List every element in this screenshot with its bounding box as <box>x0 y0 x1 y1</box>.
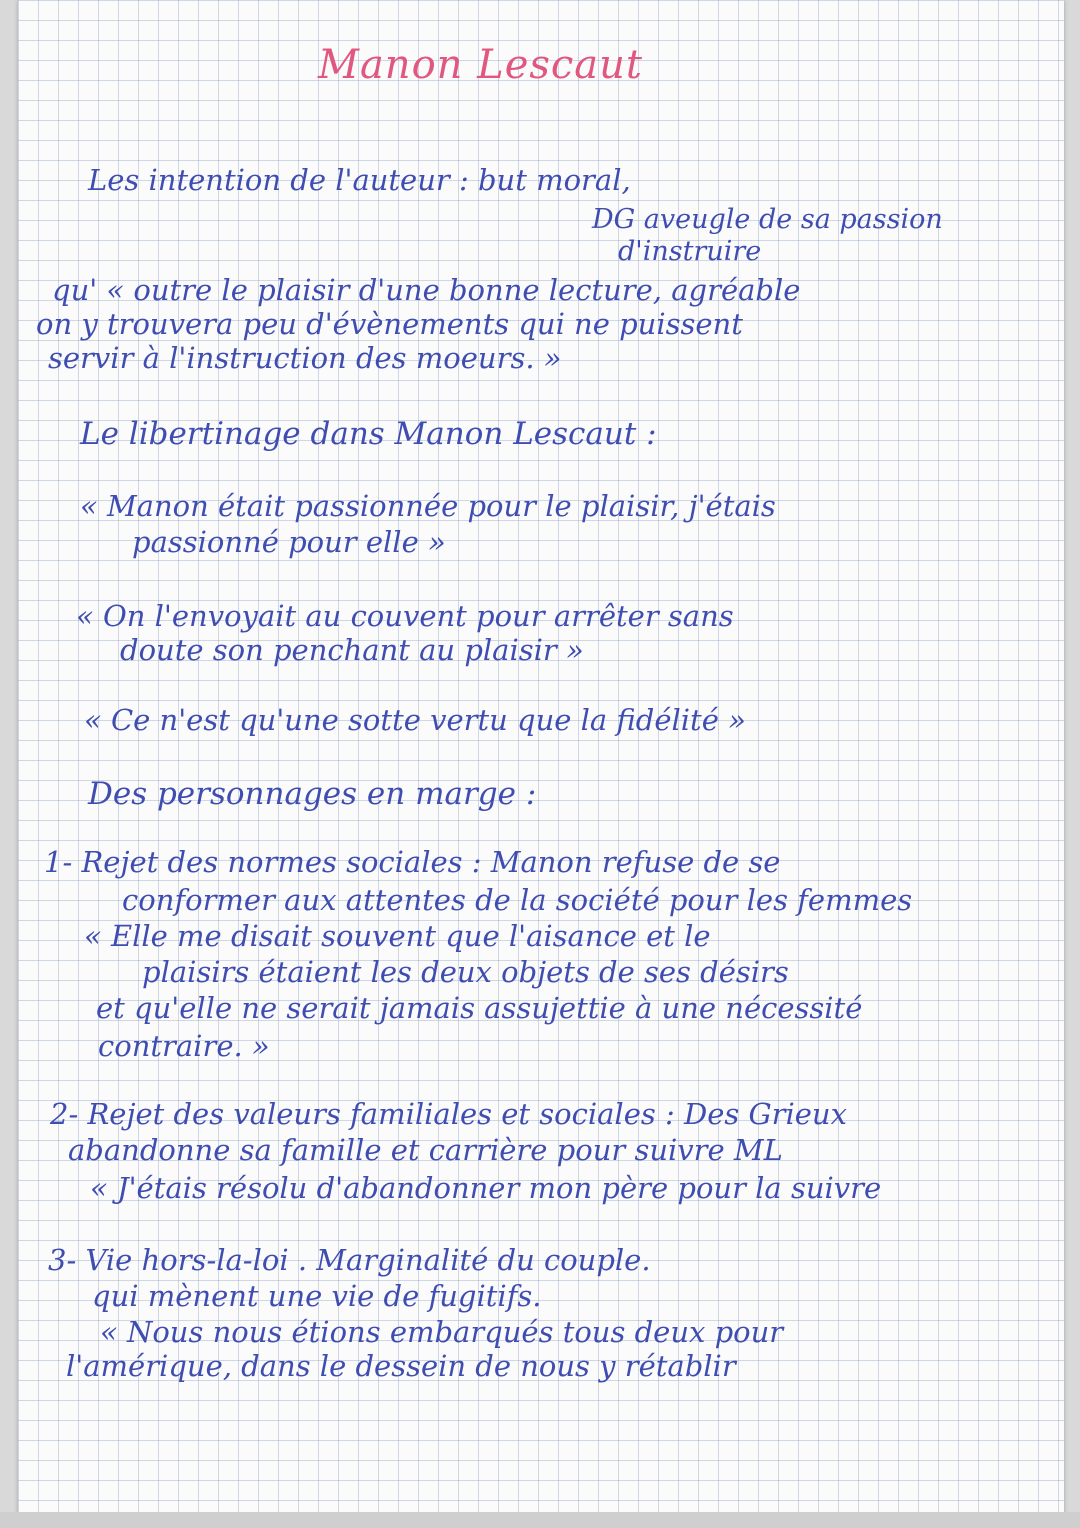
point2-line-c: « J'étais résolu d'abandonner mon père pour la suivre <box>90 1171 882 1205</box>
point1-line-f: contraire. » <box>98 1029 270 1063</box>
point2-line-a: 2- Rejet des valeurs familiales et sociales : Des Grieux <box>50 1097 847 1131</box>
point1-line-d: plaisirs étaient les deux objets de ses désirs <box>142 955 789 989</box>
quote2-line-b: passionné pour elle » <box>132 525 446 559</box>
quote3-line-a: « On l'envoyait au couvent pour arrêter sans <box>76 599 734 633</box>
quote1-line-a: qu' « outre le plaisir d'une bonne lecture, agréable <box>52 273 801 307</box>
quote4-line: « Ce n'est qu'une sotte vertu que la fidélité » <box>84 703 746 737</box>
point2-line-b: abandonne sa famille et carrière pour suivre ML <box>68 1133 783 1167</box>
marge-heading: Des personnages en marge : <box>88 776 537 812</box>
point3-line-a: 3- Vie hors-la-loi . Marginalité du couple. <box>48 1243 651 1277</box>
point1-line-e: et qu'elle ne serait jamais assujettie à une nécessité <box>96 991 863 1025</box>
point1-line-c: « Elle me disait souvent que l'aisance et le <box>84 919 711 953</box>
libertinage-heading: Le libertinage dans Manon Lescaut : <box>80 416 657 452</box>
intention-line-2: DG aveugle de sa passion <box>592 204 943 235</box>
quote1-line-b: on y trouvera peu d'évènements qui ne puissent <box>36 307 743 341</box>
scan-bottom-edge <box>0 1512 1080 1528</box>
intention-line: Les intention de l'auteur : but moral, <box>88 163 631 197</box>
point3-line-d: l'amérique, dans le dessein de nous y rétablir <box>66 1349 736 1383</box>
point3-line-b: qui mènent une vie de fugitifs. <box>92 1279 542 1313</box>
intention-line-3: d'instruire <box>618 236 762 267</box>
quote2-line-a: « Manon était passionnée pour le plaisir, j'étais <box>80 489 776 523</box>
quote3-line-b: doute son penchant au plaisir » <box>120 633 584 667</box>
quote1-line-c: servir à l'instruction des moeurs. » <box>48 341 562 375</box>
notebook-page <box>18 0 1064 1528</box>
point1-line-a: 1- Rejet des normes sociales : Manon refuse de se <box>44 845 781 879</box>
point3-line-c: « Nous nous étions embarqués tous deux pour <box>100 1315 784 1349</box>
point1-line-b: conformer aux attentes de la société pour les femmes <box>122 883 913 917</box>
page-title: Manon Lescaut <box>318 42 643 88</box>
